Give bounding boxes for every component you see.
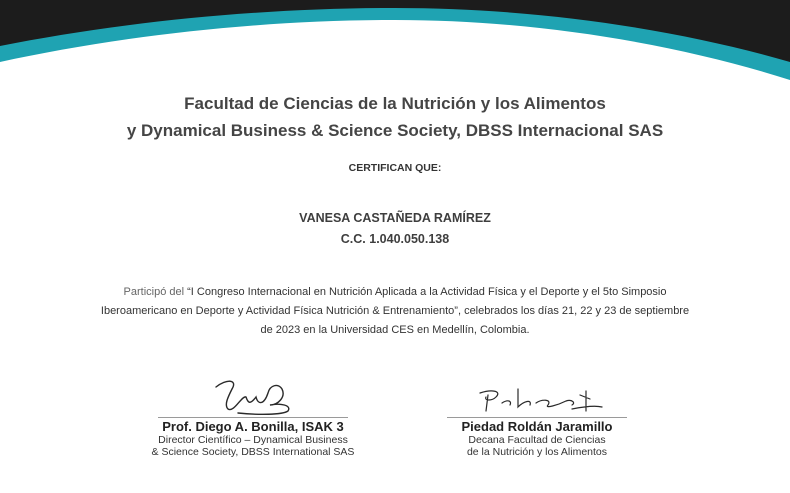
- signatory-name-right: Piedad Roldán Jaramillo: [461, 419, 613, 434]
- signature-image-left: [198, 375, 308, 417]
- signatory-role-left-2: & Science Society, DBSS International SAS: [151, 446, 355, 458]
- recipient-id: C.C. 1.040.050.138: [340, 232, 450, 246]
- signatory-name-left: Prof. Diego A. Bonilla, ISAK 3: [162, 419, 344, 434]
- institution-line-2: y Dynamical Business & Science Society, DBSS Internacional SAS: [126, 121, 664, 140]
- institution-line-1: Facultad de Ciencias de la Nutrición y los Alimentos: [184, 94, 606, 113]
- signature-line-left: [158, 417, 348, 418]
- participation-statement: [95, 283, 695, 340]
- institution-heading: [0, 90, 790, 144]
- certify-heading: CERTIFICAN QUE:: [348, 162, 442, 174]
- signature-block-left: [128, 375, 378, 458]
- recipient-block: [0, 208, 790, 250]
- signatory-role-right-1: Decana Facultad de Ciencias: [468, 434, 606, 446]
- signatory-role-left-1: Director Científico – Dynamical Business: [158, 434, 348, 446]
- signature-line-right: [447, 417, 627, 418]
- signatory-role-right-2: de la Nutrición y los Alimentos: [466, 446, 608, 458]
- participation-lead: Participó del: [123, 286, 185, 298]
- signature-image-right: [462, 375, 612, 417]
- signature-block-right: [437, 375, 637, 458]
- participation-text: “I Congreso Internacional en Nutrición Aplicada a la Actividad Física y el Deporte y el 5to Simposio Iberoamericano en Deporte y Actividad Física Nutrición & Entrenamiento”, celebrados los días 21, 22 y 23 de septiembre de 2023 en la Universidad CES en Medellín, Colombia.: [100, 286, 690, 336]
- recipient-name: VANESA CASTAÑEDA RAMÍREZ: [299, 211, 491, 225]
- header-wave-decoration: [0, 0, 790, 80]
